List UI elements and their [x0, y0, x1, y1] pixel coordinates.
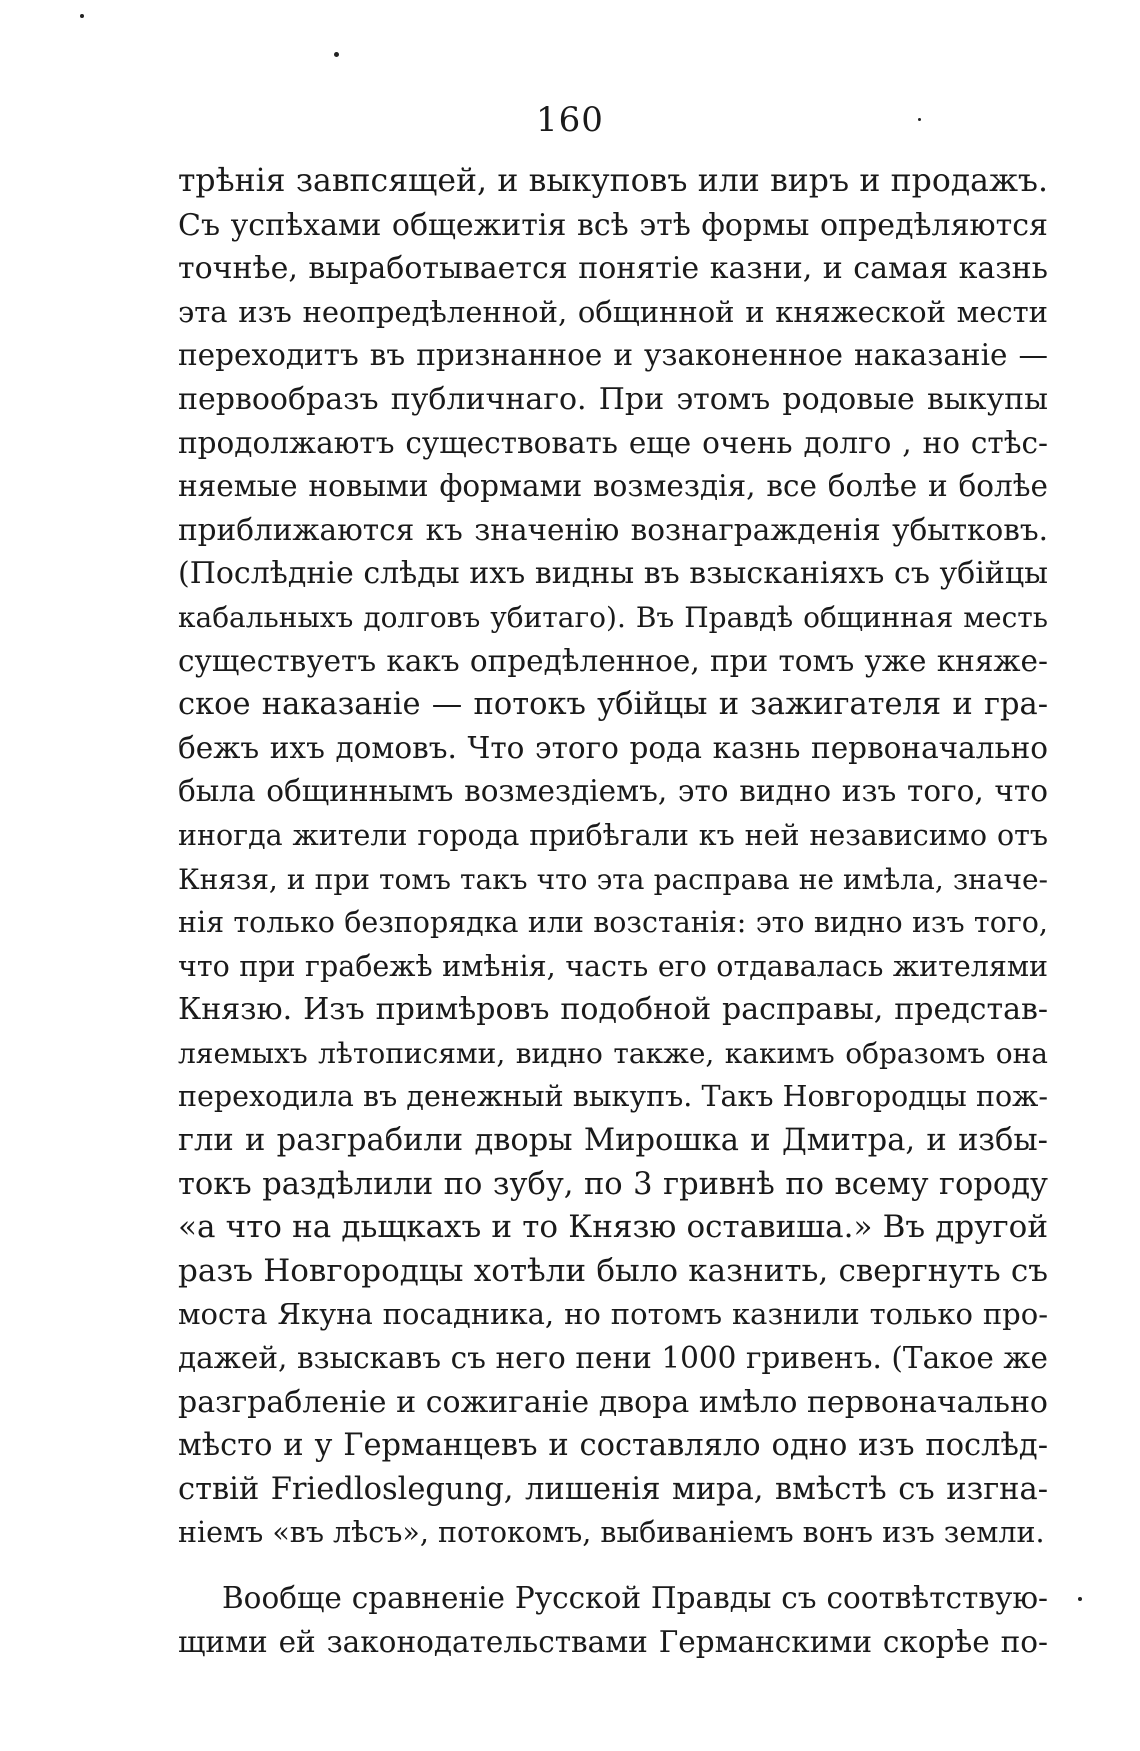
- text-line: точнѣе, выработывается понятіе казни, и самая казнь: [178, 251, 1048, 287]
- text-line: гли и разграбили дворы Мирошка и Дмитра, и избы-: [178, 1123, 1048, 1159]
- text-line: щими ей законодательствами Германскими скорѣе по-: [178, 1624, 1048, 1659]
- print-speck: [80, 14, 84, 18]
- text-line: моста Якуна посадника, но потомъ казнили только про-: [178, 1297, 1048, 1332]
- text-line: первообразъ публичнаго. При этомъ родовые выкупы: [178, 381, 1048, 417]
- print-speck: [334, 52, 339, 57]
- text-line: ніемъ «въ лѣсъ», потокомъ, выбиваніемъ вонъ изъ земли.: [178, 1516, 1045, 1550]
- text-line: ствій Friedloslegung, лишенія мира, вмѣстѣ съ изгна-: [178, 1471, 1048, 1507]
- text-line: (Послѣдніе слѣды ихъ видны въ взысканіяхъ съ убійцы: [178, 556, 1048, 592]
- body-text: [178, 160, 1048, 1664]
- text-line: была общиннымъ возмездіемъ, это видно изъ того, что: [178, 774, 1048, 809]
- text-line: Съ успѣхами общежитія всѣ этѣ формы опредѣляются: [178, 207, 1048, 243]
- text-line: мѣсто и у Германцевъ и составляло одно изъ послѣд-: [178, 1428, 1048, 1464]
- text-line: разъ Новгородцы хотѣли было казнить, свергнуть съ: [178, 1252, 1048, 1289]
- text-line: токъ раздѣлили по зубу, по 3 гривнѣ по всему городу: [178, 1166, 1048, 1202]
- text-line: Вообще сравненіе Русской Правды съ соотвѣтствую-: [222, 1581, 1048, 1615]
- paragraph-gap: [178, 1555, 1048, 1577]
- text-line: дажей, взыскавъ съ него пени 1000 гривенъ. (Такое же: [178, 1341, 1048, 1376]
- text-line: Князя, и при томъ такъ что эта расправа не имѣла, значе-: [178, 862, 1048, 896]
- paragraph: [178, 1577, 1048, 1664]
- text-line: кабальныхъ долговъ убитаго). Въ Правдѣ общинная месть: [178, 600, 1048, 634]
- text-line: переходитъ въ признанное и узаконенное наказаніе —: [178, 338, 1048, 373]
- text-line: эта изъ неопредѣленной, общинной и княжеской мести: [178, 294, 1048, 329]
- text-line: «а что на дьщкахъ и то Князю оставиша.» Въ другой: [178, 1209, 1048, 1246]
- text-line: трѣнія завпсящей, и выкуповъ или виръ и продажъ.: [178, 163, 1048, 199]
- text-line: ляемыхъ лѣтописями, видно также, какимъ образомъ она: [178, 1036, 1048, 1070]
- paragraph: [178, 160, 1048, 1555]
- text-line: существуетъ какъ опредѣленное, при томъ уже княже-: [178, 643, 1048, 678]
- text-line: приближаются къ значенію вознагражденія убытковъ.: [178, 512, 1048, 547]
- text-line: Князю. Изъ примѣровъ подобной расправы, представ-: [178, 992, 1048, 1028]
- text-line: няемые новыми формами возмездія, все болѣе и болѣе: [178, 469, 1048, 504]
- text-line: продолжаютъ существовать еще очень долго , но стѣс-: [178, 425, 1048, 460]
- text-line: что при грабежѣ имѣнія, часть его отдавалась жителями: [178, 949, 1048, 983]
- text-line: ское наказаніе — потокъ убійцы и зажигателя и гра-: [178, 687, 1048, 723]
- text-line: переходила въ денежный выкупъ. Такъ Новгородцы пож-: [178, 1080, 1048, 1114]
- text-line: нія только безпорядка или возстанія: это видно изъ того,: [178, 906, 1048, 940]
- print-speck: [1078, 1597, 1082, 1601]
- text-line: разграбленіе и сожиганіе двора имѣло первоначально: [178, 1384, 1048, 1420]
- text-line: иногда жители города прибѣгали къ ней независимо отъ: [178, 818, 1048, 852]
- text-line: бежъ ихъ домовъ. Что этого рода казнь первоначально: [178, 730, 1048, 765]
- page-number: 160: [536, 100, 604, 140]
